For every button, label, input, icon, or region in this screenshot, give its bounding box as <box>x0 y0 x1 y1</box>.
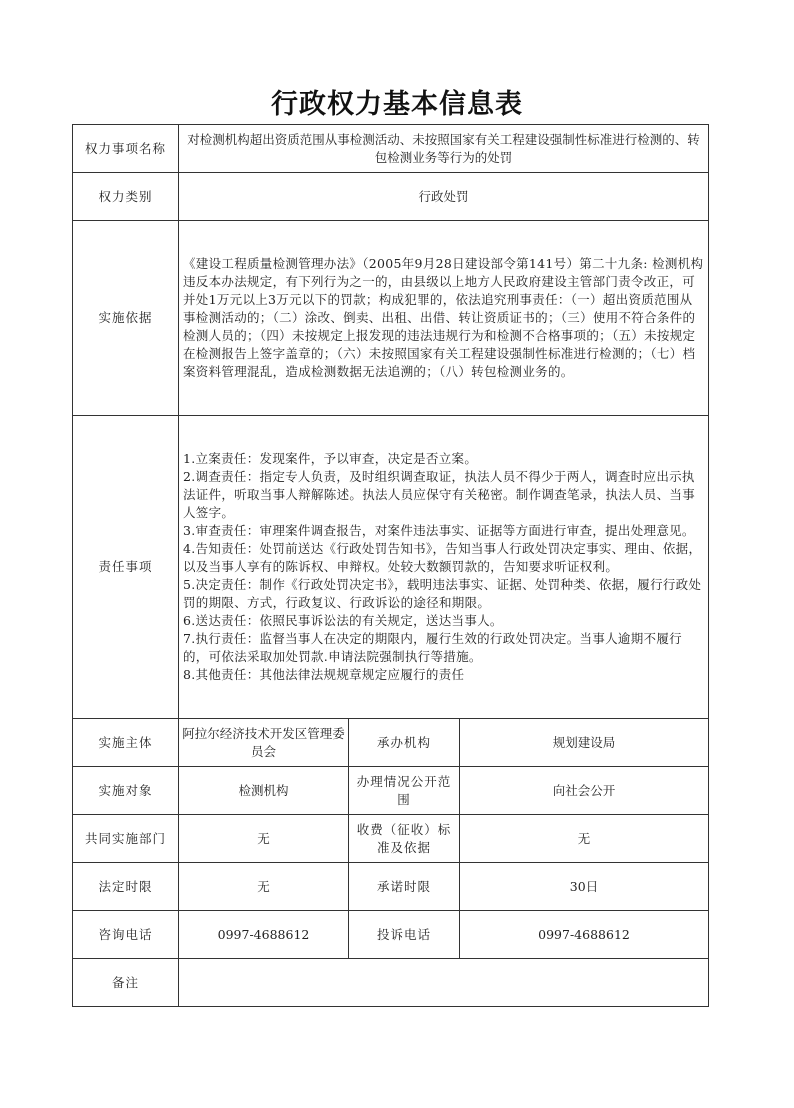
category-value: 行政处罚 <box>179 173 709 221</box>
handling-agency-value: 规划建设局 <box>460 719 709 767</box>
basis-value: 《建设工程质量检测管理办法》（2005年9月28日建设部令第141号）第二十九条: 检测机构违反本办法规定，有下列行为之一的，由县级以上地方人民政府建设主管部门责令改正，可并处1万元以上3万元以下的罚款；构成犯罪的，依法追究刑事责任：（一）超出资质范围从事检测活动的；（二）涂改、倒卖、出租、出借、转让资质证书的；（三）使用不符合条件的检测人员的；（四）未按规定上报发现的违法违规行为和检测不合格事项的；（五）未按规定在检测报告上签字盖章的；（六）未按照国家有关工程建设强制性标准进行检测的；（七）档案资料管理混乱，造成检测数据无法追溯的；（八）转包检测业务的。 <box>179 221 709 416</box>
legal-time-limit-label: 法定时限 <box>73 863 179 911</box>
responsibility-item: 4.告知责任：处罚前送达《行政处罚告知书》，告知当事人行政处罚决定事实、理由、依据，以及当事人享有的陈诉权、申辩权。处较大数额罚款的，告知要求听证权利。 <box>183 541 702 574</box>
disclosure-scope-value: 向社会公开 <box>460 767 709 815</box>
joint-dept-value: 无 <box>179 815 349 863</box>
remarks-label: 备注 <box>73 959 179 1007</box>
responsibility-item: 5.决定责任：制作《行政处罚决定书》，载明违法事实、证据、处罚种类、依据，履行行政处罚的期限、方式，行政复议、行政诉讼的途径和期限。 <box>183 577 702 610</box>
responsibility-item: 2.调查责任：指定专人负责，及时组织调查取证，执法人员不得少于两人，调查时应出示执法证件，听取当事人辩解陈述。执法人员应保守有关秘密。制作调查笔录，执法人员、当事人签字。 <box>183 469 696 520</box>
responsibilities-label: 责任事项 <box>73 416 179 719</box>
row-responsibilities <box>73 416 709 719</box>
item-name-value: 对检测机构超出资质范围从事检测活动、未按照国家有关工程建设强制性标准进行检测的、转包检测业务等行为的处罚 <box>179 125 709 173</box>
subject-label: 实施主体 <box>73 719 179 767</box>
page-title: 行政权力基本信息表 <box>271 89 523 120</box>
consult-phone-value: 0997-4688612 <box>179 911 349 959</box>
row-category <box>73 173 709 221</box>
joint-dept-label: 共同实施部门 <box>73 815 179 863</box>
target-value: 检测机构 <box>179 767 349 815</box>
row-basis <box>73 221 709 416</box>
row-subject <box>73 719 709 767</box>
responsibilities-list <box>179 416 709 719</box>
target-label: 实施对象 <box>73 767 179 815</box>
fee-standard-label: 收费（征收）标准及依据 <box>349 815 460 863</box>
responsibility-item: 8.其他责任：其他法律法规规章规定应履行的责任 <box>183 667 465 682</box>
remarks-value <box>179 959 709 1007</box>
complaint-phone-value: 0997-4688612 <box>460 911 709 959</box>
subject-value: 阿拉尔经济技术开发区管理委员会 <box>179 719 349 767</box>
row-joint <box>73 815 709 863</box>
promised-time-limit-value: 30日 <box>460 863 709 911</box>
responsibility-item: 3.审查责任：审理案件调查报告，对案件违法事实、证据等方面进行审查，提出处理意见。 <box>183 523 695 538</box>
row-phone <box>73 911 709 959</box>
responsibility-item: 7.执行责任：监督当事人在决定的期限内，履行生效的行政处罚决定。当事人逾期不履行的，可依法采取加处罚款.申请法院强制执行等措施。 <box>183 631 682 664</box>
complaint-phone-label: 投诉电话 <box>349 911 460 959</box>
responsibility-item: 1.立案责任：发现案件，予以审查，决定是否立案。 <box>183 451 478 466</box>
consult-phone-label: 咨询电话 <box>73 911 179 959</box>
row-target <box>73 767 709 815</box>
basis-label: 实施依据 <box>73 221 179 416</box>
item-name-label: 权力事项名称 <box>73 125 179 173</box>
legal-time-limit-value: 无 <box>179 863 349 911</box>
responsibility-item: 6.送达责任：依照民事诉讼法的有关规定，送达当事人。 <box>183 613 503 628</box>
info-table <box>72 124 709 1007</box>
fee-standard-value: 无 <box>460 815 709 863</box>
row-item-name <box>73 125 709 173</box>
row-remarks <box>73 959 709 1007</box>
category-label: 权力类别 <box>73 173 179 221</box>
row-time-limit <box>73 863 709 911</box>
promised-time-limit-label: 承诺时限 <box>349 863 460 911</box>
handling-agency-label: 承办机构 <box>349 719 460 767</box>
disclosure-scope-label: 办理情况公开范围 <box>349 767 460 815</box>
